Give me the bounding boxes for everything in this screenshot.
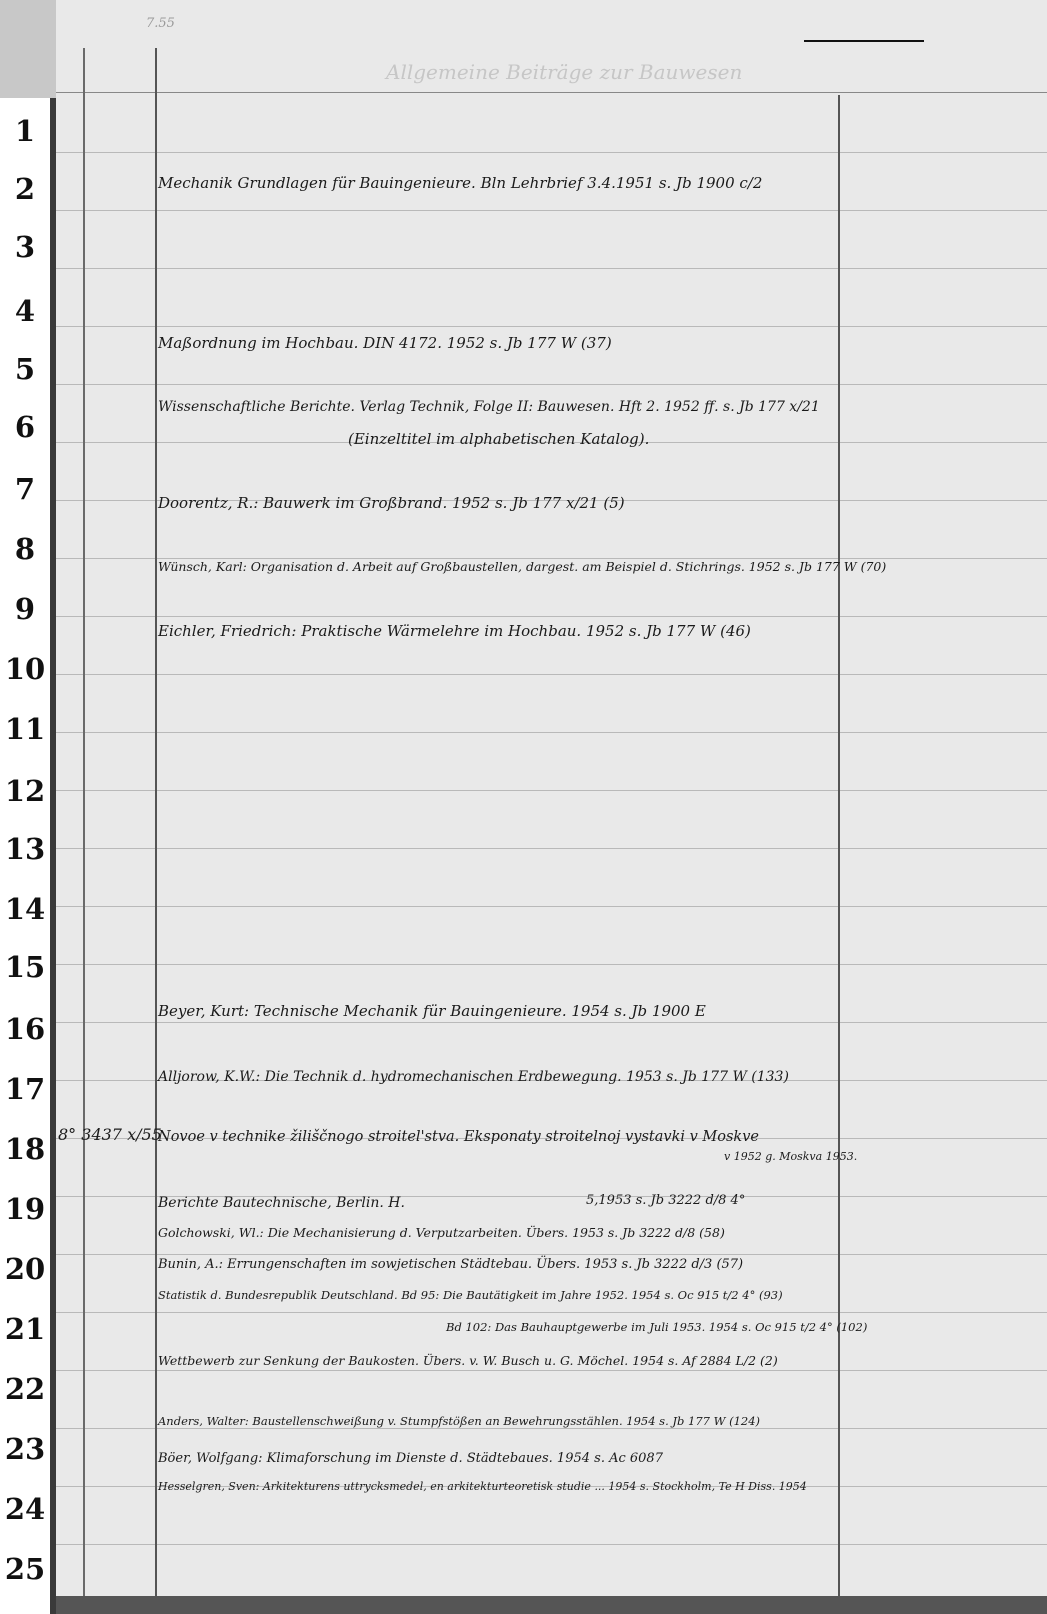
entry-9: Novoe v technike žiliščnogo stroitel'stva. Eksponaty stroitelnoj vystavki v Moskve bbox=[158, 1129, 759, 1145]
ruled-line bbox=[56, 1022, 1047, 1023]
entry-10-extra: 5,1953 s. Jb 3222 d/8 4° bbox=[586, 1193, 746, 1208]
row-number: 12 bbox=[4, 774, 46, 808]
ruled-line bbox=[56, 906, 1047, 907]
row-number: 8 bbox=[14, 532, 36, 566]
row-number: 4 bbox=[14, 294, 36, 328]
entry-2: Maßordnung im Hochbau. DIN 4172. 1952 s. Jb 177 W (37) bbox=[158, 334, 612, 352]
entry-5: Wünsch, Karl: Organisation d. Arbeit auf Großbaustellen, dargest. am Beispiel d. Stichrings. 1952 s. Jb 177 W (70) bbox=[158, 559, 887, 574]
row-number: 9 bbox=[14, 592, 36, 626]
row-number: 5 bbox=[14, 352, 36, 386]
entry-13: Statistik d. Bundesrepublik Deutschland. Bd 95: Die Bautätigkeit im Jahre 1952. 1954 s. Oc 915 t/2 4° (93) bbox=[158, 1288, 783, 1302]
row-number: 10 bbox=[4, 652, 46, 686]
ruled-line bbox=[56, 674, 1047, 675]
row-number: 6 bbox=[14, 410, 36, 444]
entry-7: Beyer, Kurt: Technische Mechanik für Bauingenieure. 1954 s. Jb 1900 E bbox=[158, 1002, 706, 1020]
entry-11: Golchowski, Wl.: Die Mechanisierung d. Verputzarbeiten. Übers. 1953 s. Jb 3222 d/8 (58) bbox=[158, 1225, 725, 1240]
ruled-line bbox=[56, 384, 1047, 385]
row-number: 16 bbox=[4, 1012, 46, 1046]
faint-header-title: Allgemeine Beiträge zur Bauwesen bbox=[386, 60, 743, 84]
entry-16: Anders, Walter: Baustellenschweißung v. Stumpfstößen an Bewehrungsstählen. 1954 s. Jb 177 W (124) bbox=[158, 1414, 761, 1428]
entry-18: Hesselgren, Sven: Arkitekturens uttrycksmedel, en arkitekturteoretisk studie ... 1954 s. Stockholm, Te H Diss. 1954 bbox=[158, 1480, 807, 1493]
ruled-line bbox=[56, 848, 1047, 849]
row-number: 15 bbox=[4, 950, 46, 984]
column-line-right bbox=[838, 95, 840, 1608]
ruled-line bbox=[56, 790, 1047, 791]
ruled-line bbox=[56, 152, 1047, 153]
row-number: 23 bbox=[4, 1432, 46, 1466]
entry-14: Bd 102: Das Bauhauptgewerbe im Juli 1953. 1954 s. Oc 915 t/2 4° (102) bbox=[446, 1320, 868, 1334]
ruled-line bbox=[56, 616, 1047, 617]
column-line-left bbox=[155, 48, 157, 1608]
row-number: 21 bbox=[4, 1312, 46, 1346]
row-number: 18 bbox=[4, 1132, 46, 1166]
margin-line-left bbox=[83, 48, 85, 1608]
row-number: 17 bbox=[4, 1072, 46, 1106]
row-number: 19 bbox=[4, 1192, 46, 1226]
ruled-line bbox=[56, 268, 1047, 269]
ruled-line bbox=[56, 1312, 1047, 1313]
entry-10: Berichte Bautechnische, Berlin. H. bbox=[158, 1195, 405, 1211]
entry-6: Eichler, Friedrich: Praktische Wärmelehre im Hochbau. 1952 s. Jb 177 W (46) bbox=[158, 622, 751, 640]
row-number: 13 bbox=[4, 832, 46, 866]
entry-17: Böer, Wolfgang: Klimaforschung im Dienste d. Städtebaues. 1954 s. Ac 6087 bbox=[158, 1451, 663, 1466]
row-number: 11 bbox=[4, 712, 46, 746]
row-number: 7 bbox=[14, 472, 36, 506]
ruled-line bbox=[56, 326, 1047, 327]
entry-12: Bunin, A.: Errungenschaften im sowjetischen Städtebau. Übers. 1953 s. Jb 3222 d/3 (57) bbox=[158, 1257, 744, 1272]
entry-9-sub: v 1952 g. Moskva 1953. bbox=[724, 1150, 858, 1163]
entry-9-shelfmark: 8° 3437 x/55 bbox=[58, 1125, 162, 1144]
row-number: 1 bbox=[14, 114, 36, 148]
ruled-line bbox=[56, 210, 1047, 211]
top-mark: 7.55 bbox=[146, 16, 175, 31]
row-number: 2 bbox=[14, 172, 36, 206]
top-right-stroke bbox=[804, 40, 924, 42]
entry-8: Alljorow, K.W.: Die Technik d. hydromechanischen Erdbewegung. 1953 s. Jb 177 W (133) bbox=[158, 1069, 789, 1085]
row-number: 20 bbox=[4, 1252, 46, 1286]
entry-15: Wettbewerb zur Senkung der Baukosten. Übers. v. W. Busch u. G. Möchel. 1954 s. Af 2884 L/2 (2) bbox=[158, 1353, 778, 1368]
sheet-bottom-edge bbox=[56, 1596, 1047, 1614]
header-rule bbox=[56, 92, 1047, 93]
gutter-corner bbox=[0, 0, 56, 98]
ledger-sheet bbox=[56, 0, 1047, 1614]
ruled-line bbox=[56, 732, 1047, 733]
row-number: 24 bbox=[4, 1492, 46, 1526]
entry-3: Wissenschaftliche Berichte. Verlag Technik, Folge II: Bauwesen. Hft 2. 1952 ff. s. Jb 177 x/21 bbox=[158, 399, 820, 415]
entry-4: Doorentz, R.: Bauwerk im Großbrand. 1952 s. Jb 177 x/21 (5) bbox=[158, 494, 625, 512]
ruled-line bbox=[56, 1544, 1047, 1545]
entry-1: Mechanik Grundlagen für Bauingenieure. Bln Lehrbrief 3.4.1951 s. Jb 1900 c/2 bbox=[158, 174, 763, 192]
row-number: 14 bbox=[4, 892, 46, 926]
entry-3-note: (Einzeltitel im alphabetischen Katalog). bbox=[348, 430, 650, 448]
row-number: 25 bbox=[4, 1552, 46, 1586]
row-number: 22 bbox=[4, 1372, 46, 1406]
row-number: 3 bbox=[14, 230, 36, 264]
ruled-line bbox=[56, 964, 1047, 965]
